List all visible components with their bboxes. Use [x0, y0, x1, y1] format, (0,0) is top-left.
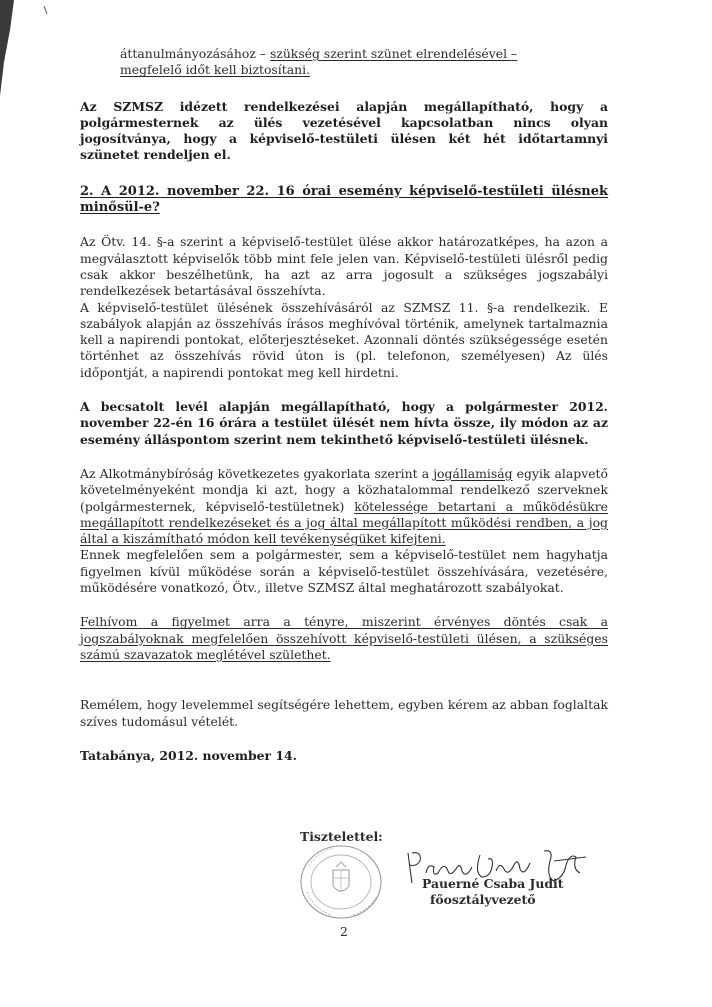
- ab-text-jogallamisag: jogállamiság: [433, 465, 513, 481]
- closing-greeting: Tisztelettel:: [300, 829, 383, 844]
- continuation-text: áttanulmányozásához –: [120, 46, 270, 61]
- signer-title: főosztályvezető: [430, 892, 536, 907]
- continuation-underlined-2: megfelelő időt kell biztosítani.: [120, 62, 310, 78]
- page-number: 2: [340, 924, 348, 939]
- section-heading-2: 2. A 2012. november 22. 16 órai esemény képviselő-testületi ülésnek minősül-e?: [80, 183, 608, 216]
- continuation-underlined-1: szükség szerint szünet elrendelésével –: [269, 46, 518, 61]
- paragraph-otv: Az Ötv. 14. §-a szerint a képviselő-testület ülése akkor határozatképes, ha azon a megválasztott képviselők több mint fele jelen van. Képviselő-testületi ülésről pedig csak akkor beszélhetünk, ha azt az arra jogosult a szükséges jogszabályi rendelkezések betartásával összehívta.: [80, 234, 608, 299]
- place-date: Tatabánya, 2012. november 14.: [80, 747, 297, 763]
- paragraph-szmsz: A képviselő-testület ülésének összehívásáról az SZMSZ 11. §-a rendelkezik. E szabályok alapján az összehívás írásos meghívóval történik, amelynek tartalmaznia kell a napirendi pontokat, előterjesztéseket. Azonnali döntés szükségessége esetén történhet az összehívás rövid úton is (pl. telefonon, személyesen) Az ülés időpontját, a napirendi pontokat meg kell hirdetni.: [80, 299, 608, 380]
- document-body: [80, 46, 608, 764]
- scan-edge-mark: [0, 0, 50, 110]
- paragraph-alkotmanybirosag: [80, 466, 608, 547]
- continuation-paragraph: [80, 46, 608, 79]
- paragraph-ennek: Ennek megfelelően sem a polgármester, sem a képviselő-testület nem hagyhatja figyelmen kívül működése során a képviselő-testület összehívására, vezetésére, működésére vonatkozó, Ötv., illetve SZMSZ által meghatározott szabályokat.: [80, 547, 608, 596]
- ab-text-kotelessege: kötelessége betartani a működésükre megállapított rendelkezéseket és a jog által megállapított működési rendben, a jog által a kiszámítható módon kell tevékenységüket kifejteni.: [80, 498, 608, 547]
- official-seal-stamp: [293, 840, 391, 922]
- paragraph-felhivom: Felhívom a figyelmet arra a tényre, miszerint érvényes döntés csak a jogszabályoknak megfelelően összehívott képviselő-testületi ülésen, a szükséges számú szavazatok meglétével születhet.: [80, 614, 608, 662]
- ab-text-3: egyik alapvető követelményeként mondja ki azt, hogy a közhatalommal rendelkező szerveknek (polgármesternek, képviselő-testületnek): [80, 465, 608, 514]
- conclusion-szmsz: Az SZMSZ idézett rendelkezései alapján megállapítható, hogy a polgármesternek az ülés vezetésével kapcsolatban nincs olyan jogosítványa, hogy a képviselő-testületi ülésen két hét időtartamnyi szünetet rendeljen el.: [80, 98, 608, 163]
- handwritten-signature: [404, 843, 590, 895]
- paragraph-remelem: Remélem, hogy levelemmel segítségére lehettem, egyben kérem az abban foglaltak szíves tudomásul vételét.: [80, 697, 608, 729]
- conclusion-meeting: A becsatolt levél alapján megállapítható, hogy a polgármester 2012. november 22-én 16 órára a testület ülését nem hívta össze, ily módon az az esemény álláspontom szerint nem tekinthető képviselő-testületi ülésnek.: [80, 399, 608, 447]
- signer-name: Pauerné Csaba Judit: [422, 876, 564, 891]
- ab-text-1: Az Alkotmánybíróság következetes gyakorlata szerint a: [80, 465, 434, 481]
